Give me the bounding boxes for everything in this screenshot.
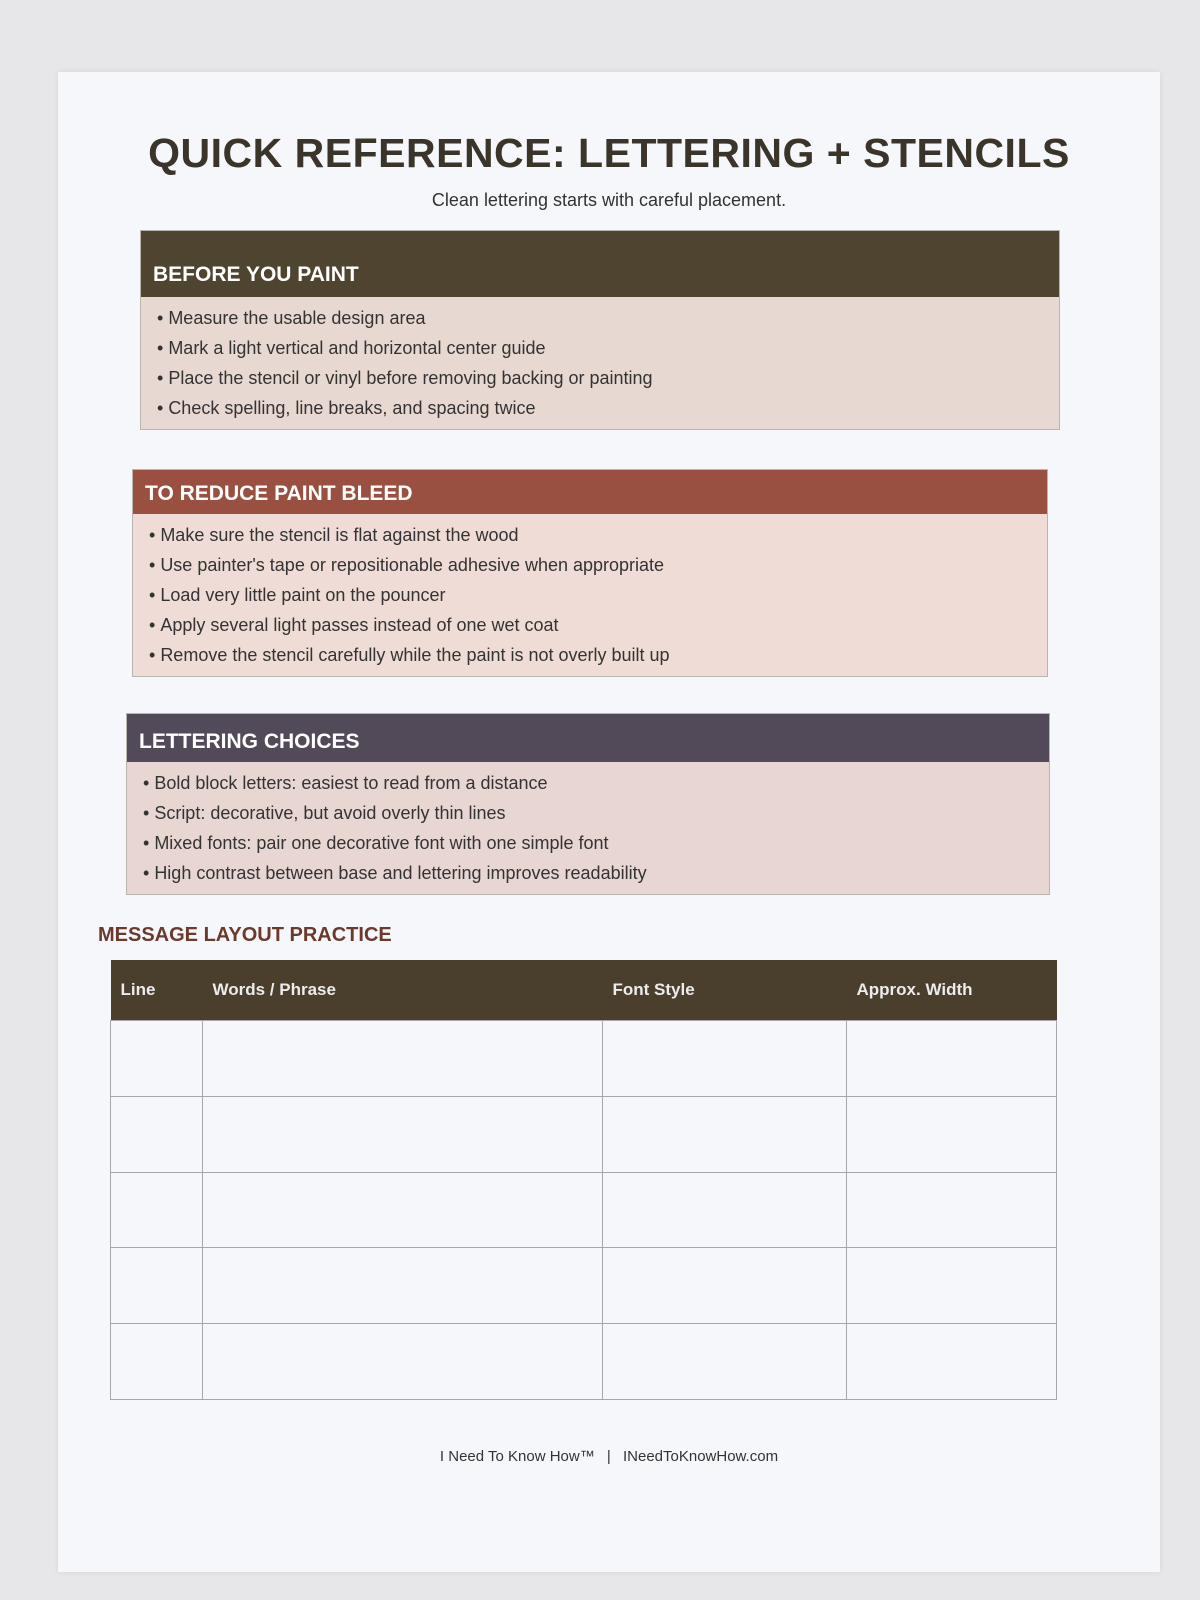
practice-title: MESSAGE LAYOUT PRACTICE xyxy=(98,924,392,946)
section-body xyxy=(141,297,1059,429)
list-item: • Check spelling, line breaks, and spacing twice xyxy=(157,393,1043,423)
table-cell xyxy=(603,1172,847,1248)
message-layout-table xyxy=(110,960,1057,1400)
table-cell xyxy=(847,1172,1057,1248)
table-cell xyxy=(603,1096,847,1172)
table-cell xyxy=(603,1324,847,1400)
table-cell xyxy=(847,1096,1057,1172)
table-row xyxy=(111,1324,1057,1400)
list-item: • Load very little paint on the pouncer xyxy=(149,580,1031,610)
table-cell xyxy=(847,1021,1057,1097)
table-cell xyxy=(111,1172,203,1248)
table-row xyxy=(111,1021,1057,1097)
column-header-line: Line xyxy=(111,960,203,1021)
section-body xyxy=(127,762,1049,894)
list-item: • Remove the stencil carefully while the paint is not overly built up xyxy=(149,640,1031,670)
section-heading: BEFORE YOU PAINT xyxy=(153,263,359,286)
list-item: • Apply several light passes instead of one wet coat xyxy=(149,610,1031,640)
table-cell xyxy=(603,1021,847,1097)
table-header-row xyxy=(111,960,1057,1021)
list-item: • Use painter's tape or repositionable adhesive when appropriate xyxy=(149,550,1031,580)
table-body xyxy=(111,1021,1057,1400)
table-cell xyxy=(111,1248,203,1324)
table-cell xyxy=(111,1021,203,1097)
column-header-font-style: Font Style xyxy=(603,960,847,1021)
table-cell xyxy=(203,1248,603,1324)
table-cell xyxy=(603,1248,847,1324)
section-heading-bar xyxy=(141,231,1059,297)
table-row xyxy=(111,1172,1057,1248)
table-cell xyxy=(111,1324,203,1400)
table-cell xyxy=(847,1324,1057,1400)
page-subtitle: Clean lettering starts with careful placement. xyxy=(431,190,787,210)
table-row xyxy=(111,1096,1057,1172)
footer xyxy=(58,1448,1160,1465)
section-heading-bar xyxy=(127,714,1049,762)
page-title: QUICK REFERENCE: LETTERING + STENCILS xyxy=(148,130,1070,176)
table-cell xyxy=(111,1096,203,1172)
section-before-you-paint xyxy=(140,230,1060,430)
footer-brand: I Need To Know How™ xyxy=(439,1448,595,1465)
list-item: • Place the stencil or vinyl before removing backing or painting xyxy=(157,363,1043,393)
table-cell xyxy=(203,1021,603,1097)
list-item: • Mark a light vertical and horizontal center guide xyxy=(157,333,1043,363)
table-cell xyxy=(203,1324,603,1400)
section-reduce-paint-bleed xyxy=(132,469,1048,677)
list-item: • Measure the usable design area xyxy=(157,303,1043,333)
footer-separator: | xyxy=(606,1448,611,1465)
table-cell xyxy=(203,1172,603,1248)
section-body xyxy=(133,514,1047,676)
footer-url[interactable]: INeedToKnowHow.com xyxy=(622,1448,779,1465)
column-header-width: Approx. Width xyxy=(847,960,1057,1021)
list-item: • High contrast between base and lettering improves readability xyxy=(143,858,1033,888)
section-lettering-choices xyxy=(126,713,1050,895)
table-cell xyxy=(847,1248,1057,1324)
worksheet-page xyxy=(58,72,1160,1572)
section-heading: LETTERING CHOICES xyxy=(139,730,360,753)
list-item: • Bold block letters: easiest to read from a distance xyxy=(143,768,1033,798)
table-row xyxy=(111,1248,1057,1324)
table-cell xyxy=(203,1096,603,1172)
list-item: • Make sure the stencil is flat against the wood xyxy=(149,520,1031,550)
column-header-words: Words / Phrase xyxy=(203,960,603,1021)
section-heading: TO REDUCE PAINT BLEED xyxy=(145,482,413,505)
list-item: • Script: decorative, but avoid overly thin lines xyxy=(143,798,1033,828)
section-heading-bar xyxy=(133,470,1047,514)
list-item: • Mixed fonts: pair one decorative font with one simple font xyxy=(143,828,1033,858)
